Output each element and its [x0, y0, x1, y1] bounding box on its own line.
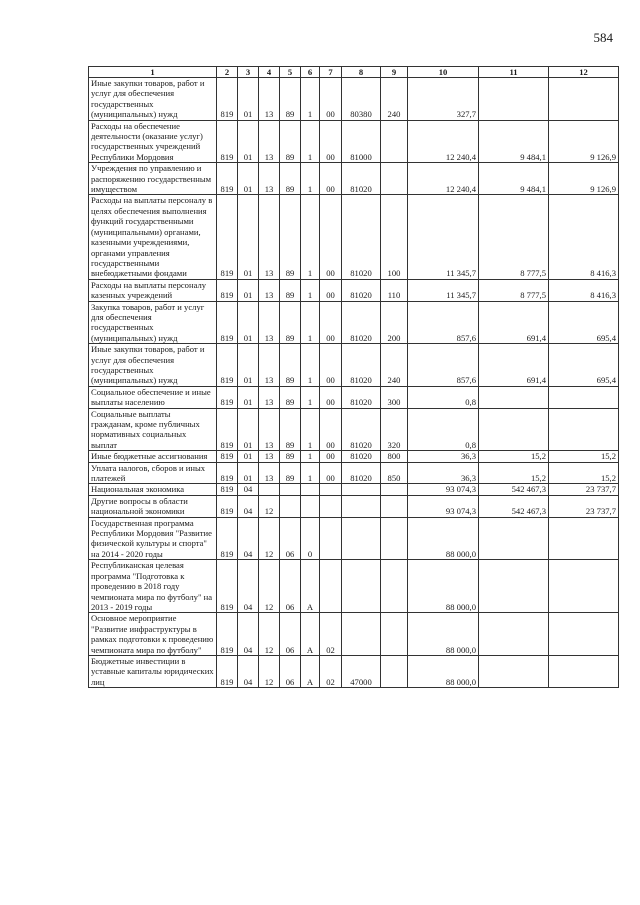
cell-amount-col10: 857,6 [408, 301, 479, 344]
cell-subprogram: 1 [301, 78, 320, 121]
cell-event: 00 [320, 344, 342, 387]
cell-subprogram: 1 [301, 451, 320, 462]
cell-amount-col11 [479, 408, 549, 451]
cell-direction: 81000 [342, 120, 381, 163]
column-header: 9 [381, 67, 408, 78]
row-name: Иные закупки товаров, работ и услуг для обеспечения государственных (муниципальных) нужд [89, 78, 217, 121]
cell-subprogram: А [301, 613, 320, 656]
cell-direction [342, 613, 381, 656]
cell-expense-type [381, 613, 408, 656]
cell-direction: 81020 [342, 408, 381, 451]
cell-expense-type: 320 [381, 408, 408, 451]
cell-amount-col12 [549, 408, 619, 451]
cell-amount-col10: 857,6 [408, 344, 479, 387]
cell-event: 00 [320, 279, 342, 301]
cell-section: 01 [238, 386, 259, 408]
cell-expense-type [381, 655, 408, 687]
table-row [89, 78, 619, 121]
table-row [89, 279, 619, 301]
cell-amount-col11 [479, 655, 549, 687]
cell-expense-type [381, 560, 408, 613]
cell-amount-col11: 15,2 [479, 462, 549, 484]
cell-ministry: 819 [217, 163, 238, 195]
cell-subsection: 12 [259, 655, 280, 687]
cell-ministry: 819 [217, 301, 238, 344]
cell-section: 04 [238, 560, 259, 613]
cell-amount-col12 [549, 613, 619, 656]
cell-amount-col10: 88 000,0 [408, 517, 479, 560]
cell-amount-col12: 15,2 [549, 462, 619, 484]
cell-amount-col10: 0,8 [408, 408, 479, 451]
cell-expense-type [381, 517, 408, 560]
cell-ministry: 819 [217, 408, 238, 451]
cell-program: 06 [280, 517, 301, 560]
cell-subsection: 13 [259, 408, 280, 451]
cell-direction: 81020 [342, 386, 381, 408]
table-row [89, 560, 619, 613]
budget-table [88, 66, 619, 688]
row-name: Закупка товаров, работ и услуг для обеспечения государственных (муниципальных) нужд [89, 301, 217, 344]
cell-ministry: 819 [217, 560, 238, 613]
cell-amount-col12: 8 416,3 [549, 195, 619, 279]
cell-subsection: 12 [259, 560, 280, 613]
cell-program [280, 495, 301, 517]
cell-amount-col11: 9 484,1 [479, 120, 549, 163]
cell-expense-type: 240 [381, 344, 408, 387]
table-row [89, 344, 619, 387]
cell-amount-col10: 88 000,0 [408, 613, 479, 656]
cell-program: 89 [280, 163, 301, 195]
cell-subprogram: 1 [301, 344, 320, 387]
cell-subprogram: 1 [301, 163, 320, 195]
cell-amount-col10: 12 240,4 [408, 120, 479, 163]
cell-direction [342, 517, 381, 560]
column-header: 11 [479, 67, 549, 78]
cell-amount-col11 [479, 613, 549, 656]
cell-expense-type: 800 [381, 451, 408, 462]
cell-event [320, 495, 342, 517]
cell-subprogram [301, 495, 320, 517]
row-name: Расходы на выплаты персоналу казенных учреждений [89, 279, 217, 301]
cell-subprogram: 1 [301, 120, 320, 163]
cell-section: 04 [238, 484, 259, 495]
cell-amount-col12: 8 416,3 [549, 279, 619, 301]
table-row [89, 655, 619, 687]
cell-subsection: 13 [259, 78, 280, 121]
row-name: Учреждения по управлению и распоряжению государственным имуществом [89, 163, 217, 195]
cell-ministry: 819 [217, 344, 238, 387]
row-name: Социальные выплаты гражданам, кроме публичных нормативных социальных выплат [89, 408, 217, 451]
cell-ministry: 819 [217, 613, 238, 656]
cell-amount-col10: 0,8 [408, 386, 479, 408]
cell-event: 00 [320, 451, 342, 462]
cell-amount-col10: 36,3 [408, 451, 479, 462]
cell-subsection: 13 [259, 386, 280, 408]
cell-amount-col11: 542 467,3 [479, 484, 549, 495]
cell-ministry: 819 [217, 120, 238, 163]
cell-subsection [259, 484, 280, 495]
column-header: 1 [89, 67, 217, 78]
cell-section: 04 [238, 655, 259, 687]
cell-subprogram: 1 [301, 279, 320, 301]
cell-subsection: 13 [259, 301, 280, 344]
table-row [89, 462, 619, 484]
cell-amount-col12: 23 737,7 [549, 484, 619, 495]
cell-direction: 81020 [342, 279, 381, 301]
column-header: 12 [549, 67, 619, 78]
cell-subprogram: А [301, 560, 320, 613]
cell-amount-col12: 9 126,9 [549, 120, 619, 163]
cell-direction: 81020 [342, 451, 381, 462]
cell-section: 04 [238, 495, 259, 517]
cell-event: 00 [320, 408, 342, 451]
cell-direction: 81020 [342, 301, 381, 344]
cell-event: 00 [320, 386, 342, 408]
cell-ministry: 819 [217, 655, 238, 687]
table-row [89, 195, 619, 279]
cell-subsection: 13 [259, 279, 280, 301]
table-row [89, 484, 619, 495]
cell-program: 06 [280, 655, 301, 687]
cell-amount-col12 [549, 386, 619, 408]
cell-event [320, 484, 342, 495]
cell-section: 01 [238, 451, 259, 462]
cell-ministry: 819 [217, 386, 238, 408]
cell-subsection: 13 [259, 451, 280, 462]
row-name: Уплата налогов, сборов и иных платежей [89, 462, 217, 484]
cell-direction: 80380 [342, 78, 381, 121]
row-name: Национальная экономика [89, 484, 217, 495]
cell-direction: 81020 [342, 344, 381, 387]
cell-expense-type [381, 484, 408, 495]
cell-expense-type [381, 495, 408, 517]
cell-event: 00 [320, 462, 342, 484]
cell-section: 01 [238, 462, 259, 484]
cell-amount-col12 [549, 560, 619, 613]
row-name: Республиканская целевая программа "Подготовка к проведению в 2018 году чемпионата мира по футболу" на 2013 - 2019 годы [89, 560, 217, 613]
column-header: 2 [217, 67, 238, 78]
cell-subprogram: А [301, 655, 320, 687]
column-header: 4 [259, 67, 280, 78]
cell-direction [342, 484, 381, 495]
column-header: 10 [408, 67, 479, 78]
cell-section: 01 [238, 78, 259, 121]
cell-direction [342, 560, 381, 613]
cell-program: 89 [280, 279, 301, 301]
row-name: Иные бюджетные ассигнования [89, 451, 217, 462]
cell-program: 89 [280, 462, 301, 484]
cell-section: 04 [238, 517, 259, 560]
cell-ministry: 819 [217, 78, 238, 121]
cell-program: 89 [280, 408, 301, 451]
cell-section: 04 [238, 613, 259, 656]
cell-expense-type: 100 [381, 195, 408, 279]
cell-expense-type: 200 [381, 301, 408, 344]
cell-event: 02 [320, 655, 342, 687]
cell-amount-col10: 11 345,7 [408, 279, 479, 301]
table-row [89, 517, 619, 560]
cell-amount-col11 [479, 78, 549, 121]
row-name: Бюджетные инвестиции в уставные капиталы юридических лиц [89, 655, 217, 687]
cell-amount-col10: 11 345,7 [408, 195, 479, 279]
cell-expense-type [381, 163, 408, 195]
table-row [89, 613, 619, 656]
cell-subprogram: 1 [301, 462, 320, 484]
column-header: 6 [301, 67, 320, 78]
cell-amount-col12: 9 126,9 [549, 163, 619, 195]
cell-program: 89 [280, 386, 301, 408]
cell-event: 00 [320, 301, 342, 344]
cell-program: 89 [280, 451, 301, 462]
column-header: 7 [320, 67, 342, 78]
row-name: Социальное обеспечение и иные выплаты населению [89, 386, 217, 408]
cell-program [280, 484, 301, 495]
cell-subsection: 12 [259, 613, 280, 656]
cell-subprogram: 1 [301, 408, 320, 451]
cell-amount-col10: 93 074,3 [408, 495, 479, 517]
cell-event: 02 [320, 613, 342, 656]
cell-expense-type: 850 [381, 462, 408, 484]
cell-amount-col11: 8 777,5 [479, 279, 549, 301]
cell-ministry: 819 [217, 451, 238, 462]
cell-amount-col12: 695,4 [549, 344, 619, 387]
cell-amount-col12 [549, 655, 619, 687]
cell-program: 89 [280, 301, 301, 344]
cell-program: 89 [280, 120, 301, 163]
cell-direction: 81020 [342, 195, 381, 279]
row-name: Основное мероприятие "Развитие инфраструктуры в рамках подготовки к проведению чемпионата мира по футболу" [89, 613, 217, 656]
cell-direction: 47000 [342, 655, 381, 687]
cell-amount-col11: 8 777,5 [479, 195, 549, 279]
cell-amount-col11: 542 467,3 [479, 495, 549, 517]
cell-subsection: 13 [259, 344, 280, 387]
cell-event: 00 [320, 120, 342, 163]
cell-amount-col12: 23 737,7 [549, 495, 619, 517]
cell-program: 89 [280, 344, 301, 387]
cell-section: 01 [238, 344, 259, 387]
cell-program: 89 [280, 78, 301, 121]
cell-ministry: 819 [217, 195, 238, 279]
cell-expense-type: 110 [381, 279, 408, 301]
cell-amount-col11: 9 484,1 [479, 163, 549, 195]
cell-amount-col11 [479, 517, 549, 560]
table-row [89, 301, 619, 344]
column-header: 5 [280, 67, 301, 78]
table-row [89, 386, 619, 408]
cell-event: 00 [320, 78, 342, 121]
cell-ministry: 819 [217, 279, 238, 301]
cell-subsection: 12 [259, 495, 280, 517]
cell-event: 00 [320, 163, 342, 195]
cell-amount-col11 [479, 560, 549, 613]
cell-expense-type: 240 [381, 78, 408, 121]
cell-section: 01 [238, 408, 259, 451]
cell-section: 01 [238, 279, 259, 301]
table-row [89, 451, 619, 462]
cell-amount-col10: 88 000,0 [408, 560, 479, 613]
cell-amount-col12 [549, 78, 619, 121]
table-row [89, 495, 619, 517]
cell-amount-col12 [549, 517, 619, 560]
cell-direction: 81020 [342, 163, 381, 195]
cell-amount-col10: 93 074,3 [408, 484, 479, 495]
cell-amount-col10: 12 240,4 [408, 163, 479, 195]
cell-amount-col11 [479, 386, 549, 408]
cell-ministry: 819 [217, 517, 238, 560]
row-name: Расходы на выплаты персоналу в целях обеспечения выполнения функций государственными (муниципальными) органами, казенными учреждениями, органами управления государственными внебюджетными фондами [89, 195, 217, 279]
row-name: Расходы на обеспечение деятельности (оказание услуг) государственных учреждений Республики Мордовия [89, 120, 217, 163]
cell-ministry: 819 [217, 495, 238, 517]
cell-amount-col10: 36,3 [408, 462, 479, 484]
cell-ministry: 819 [217, 484, 238, 495]
table-header-row [89, 67, 619, 78]
column-header: 3 [238, 67, 259, 78]
cell-section: 01 [238, 120, 259, 163]
row-name: Государственная программа Республики Мордовия "Развитие физической культуры и спорта" на 2014 - 2020 годы [89, 517, 217, 560]
cell-section: 01 [238, 301, 259, 344]
cell-subsection: 13 [259, 195, 280, 279]
cell-subsection: 13 [259, 163, 280, 195]
cell-event [320, 517, 342, 560]
cell-event: 00 [320, 195, 342, 279]
cell-subsection: 13 [259, 462, 280, 484]
cell-amount-col11: 15,2 [479, 451, 549, 462]
cell-section: 01 [238, 195, 259, 279]
cell-subsection: 12 [259, 517, 280, 560]
cell-event [320, 560, 342, 613]
cell-amount-col10: 327,7 [408, 78, 479, 121]
cell-amount-col10: 88 000,0 [408, 655, 479, 687]
table-row [89, 120, 619, 163]
row-name: Иные закупки товаров, работ и услуг для обеспечения государственных (муниципальных) нужд [89, 344, 217, 387]
cell-subprogram: 1 [301, 195, 320, 279]
cell-direction [342, 495, 381, 517]
cell-amount-col11: 691,4 [479, 344, 549, 387]
cell-subprogram: 1 [301, 301, 320, 344]
cell-ministry: 819 [217, 462, 238, 484]
cell-amount-col12: 695,4 [549, 301, 619, 344]
cell-program: 06 [280, 613, 301, 656]
cell-program: 89 [280, 195, 301, 279]
cell-subprogram: 0 [301, 517, 320, 560]
cell-subprogram [301, 484, 320, 495]
cell-program: 06 [280, 560, 301, 613]
cell-subprogram: 1 [301, 386, 320, 408]
cell-direction: 81020 [342, 462, 381, 484]
column-header: 8 [342, 67, 381, 78]
table-body [89, 78, 619, 688]
cell-expense-type: 300 [381, 386, 408, 408]
cell-section: 01 [238, 163, 259, 195]
cell-amount-col12: 15,2 [549, 451, 619, 462]
table-row [89, 163, 619, 195]
cell-expense-type [381, 120, 408, 163]
page-number: 584 [593, 30, 613, 45]
cell-subsection: 13 [259, 120, 280, 163]
table-row [89, 408, 619, 451]
cell-amount-col11: 691,4 [479, 301, 549, 344]
row-name: Другие вопросы в области национальной экономики [89, 495, 217, 517]
